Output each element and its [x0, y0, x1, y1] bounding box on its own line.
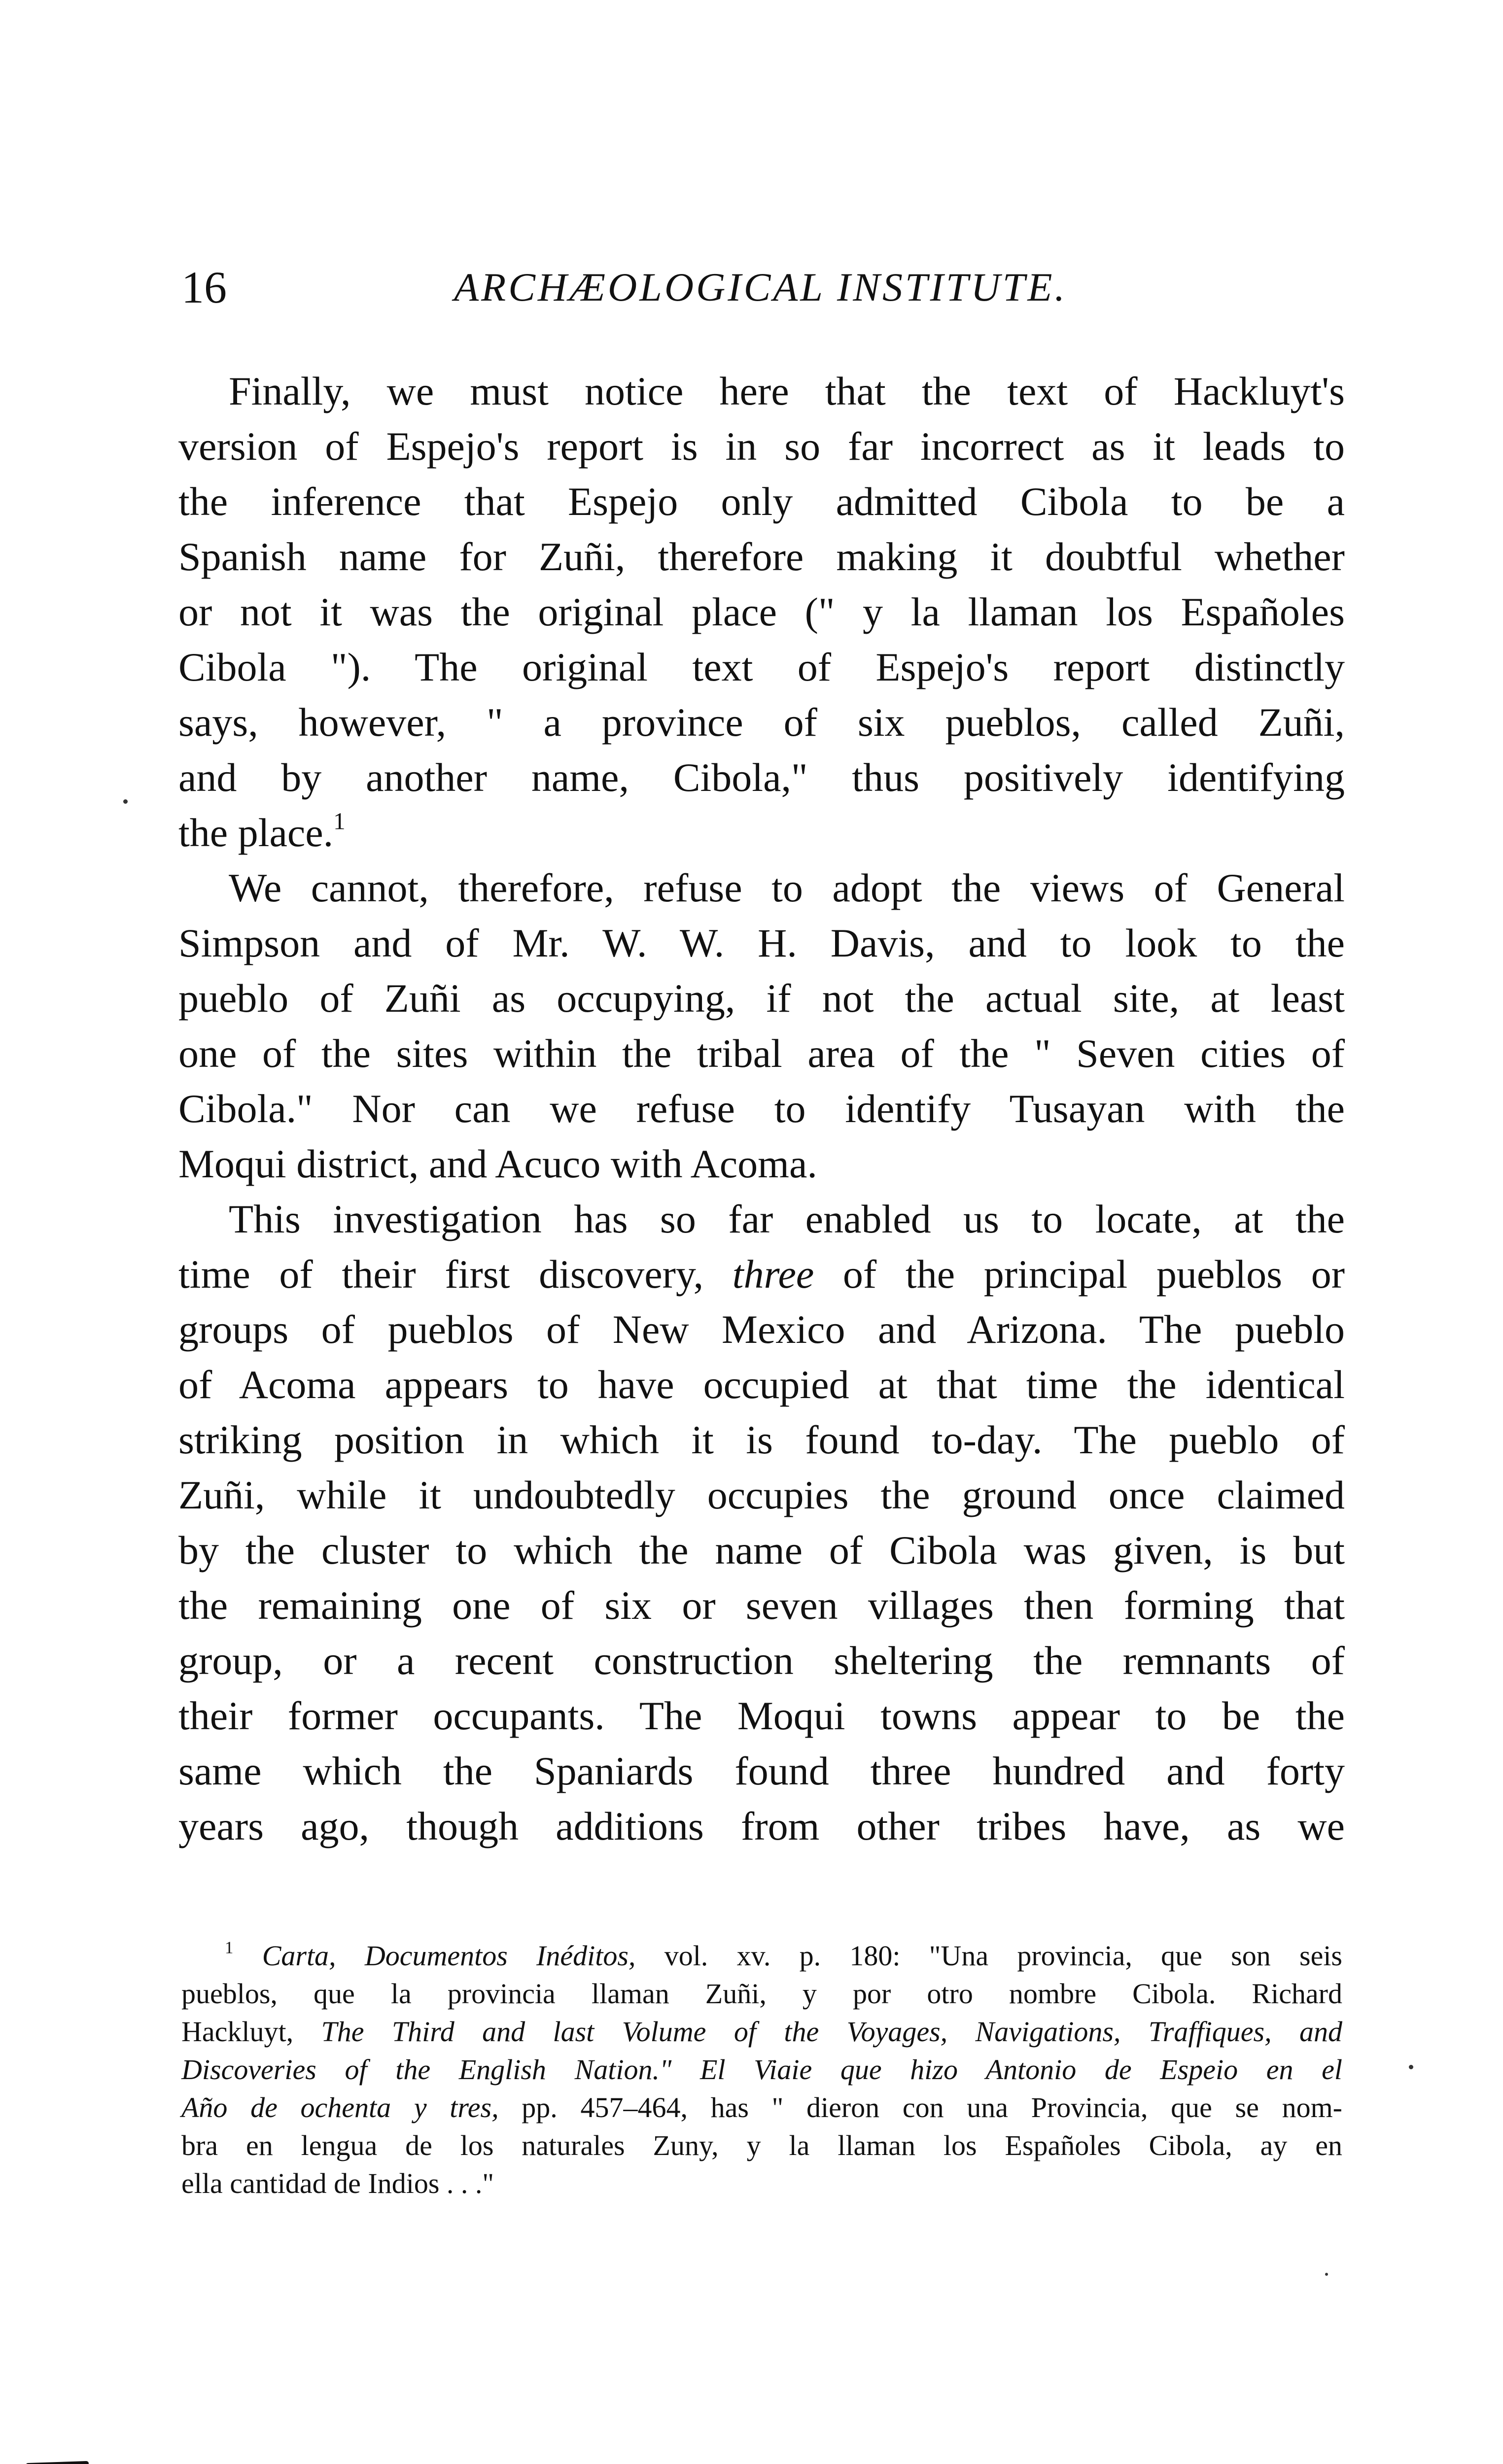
text-line: of Acoma appears to have occupied at that time the identical [178, 1362, 1345, 1407]
footnote-line [181, 2013, 1342, 2051]
text-line: Spanish name for Zuñi, therefore making it doubtful whether [178, 534, 1345, 579]
running-title: ARCHÆOLOGICAL INSTITUTE. [454, 265, 1067, 309]
text-line: or not it was the original place (" y la llaman los Españoles [178, 589, 1345, 634]
page-number: 16 [181, 262, 227, 312]
footnote-line: bra en lengua de los naturales Zuny, y la llaman los Españoles Cibola, ay en [181, 2129, 1342, 2161]
text-line: same which the Spaniards found three hundred and forty [178, 1748, 1345, 1793]
scan-speck [1325, 2273, 1328, 2276]
text-line: Zuñi, while it undoubtedly occupies the ground once claimed [178, 1472, 1345, 1517]
footnote-reference[interactable]: 1 [333, 807, 346, 835]
text-line [178, 805, 1345, 860]
scan-speck [123, 799, 128, 804]
text-line: their former occupants. The Moqui towns appear to be the [178, 1693, 1345, 1738]
text-line: the inference that Espejo only admitted Cibola to be a [178, 479, 1345, 524]
footnote-text: Hackluyt, [181, 2016, 321, 2048]
text-line: We cannot, therefore, refuse to adopt the views of General [229, 865, 1345, 910]
italic-emphasis: three [732, 1252, 814, 1297]
text-line: striking position in which it is found to-day. The pueblo of [178, 1417, 1345, 1462]
footnote-text: vol. xv. p. 180: "Una provincia, que son seis [635, 1940, 1343, 1972]
text-line: pueblo of Zuñi as occupying, if not the actual site, at least [178, 976, 1345, 1021]
footnote-block [181, 1937, 1342, 2202]
text-run: time of their first discovery, [178, 1252, 733, 1297]
text-line: Cibola." Nor can we refuse to identify Tusayan with the [178, 1086, 1345, 1131]
footnote-italic: The Third and last Volume of the Voyages, Navigations, Traffiques, and [321, 2016, 1342, 2048]
text-line: says, however, " a province of six pueblos, called Zuñi, [178, 700, 1345, 745]
text-line: the remaining one of six or seven villages then forming that [178, 1583, 1345, 1628]
text-line: Simpson and of Mr. W. W. H. Davis, and to look to the [178, 921, 1345, 965]
footnote-line [181, 1937, 1342, 1975]
footnote-line: ella cantidad de Indios . . ." [181, 2167, 494, 2199]
text-line: Moqui district, and Acuco with Acoma. [178, 1141, 817, 1186]
footnote-marker: 1 [225, 1938, 234, 1957]
footnote-line: Discoveries of the English Nation." El Viaie que hizo Antonio de Espeio en el [181, 2053, 1342, 2086]
footnote-text: pp. 457–464, has " dieron con una Provincia, que se nom- [498, 2091, 1342, 2123]
text-line: one of the sites within the tribal area of the " Seven cities of [178, 1031, 1345, 1076]
text-line: and by another name, Cibola," thus positively identifying [178, 755, 1345, 800]
text-line-content: the place. [178, 810, 334, 855]
text-line: groups of pueblos of New Mexico and Arizona. The pueblo [178, 1307, 1345, 1352]
footnote-line: pueblos, que la provincia llaman Zuñi, y por otro nombre Cibola. Richard [181, 1978, 1342, 2010]
text-line: Cibola "). The original text of Espejo's report distinctly [178, 645, 1345, 689]
text-line [178, 1247, 1345, 1302]
text-line: by the cluster to which the name of Cibola was given, is but [178, 1528, 1345, 1573]
text-line: group, or a recent construction sheltering the remnants of [178, 1638, 1345, 1683]
page-header [181, 263, 1340, 312]
scan-speck [1409, 2065, 1413, 2069]
scan-edge-mark [26, 2461, 89, 2464]
text-line: version of Espejo's report is in so far incorrect as it leads to [178, 424, 1345, 469]
text-line: Finally, we must notice here that the text of Hackluyt's [229, 369, 1345, 413]
footnote-line [181, 2088, 1342, 2126]
body-text [178, 364, 1345, 1854]
text-run: of the principal pueblos or [814, 1252, 1345, 1297]
text-line: years ago, though additions from other tribes have, as we [178, 1804, 1345, 1848]
text-line: This investigation has so far enabled us to locate, at the [229, 1197, 1345, 1241]
footnote-italic: Carta, Documentos Inéditos, [262, 1940, 636, 1972]
footnote-italic: Año de ochenta y tres, [181, 2091, 499, 2123]
